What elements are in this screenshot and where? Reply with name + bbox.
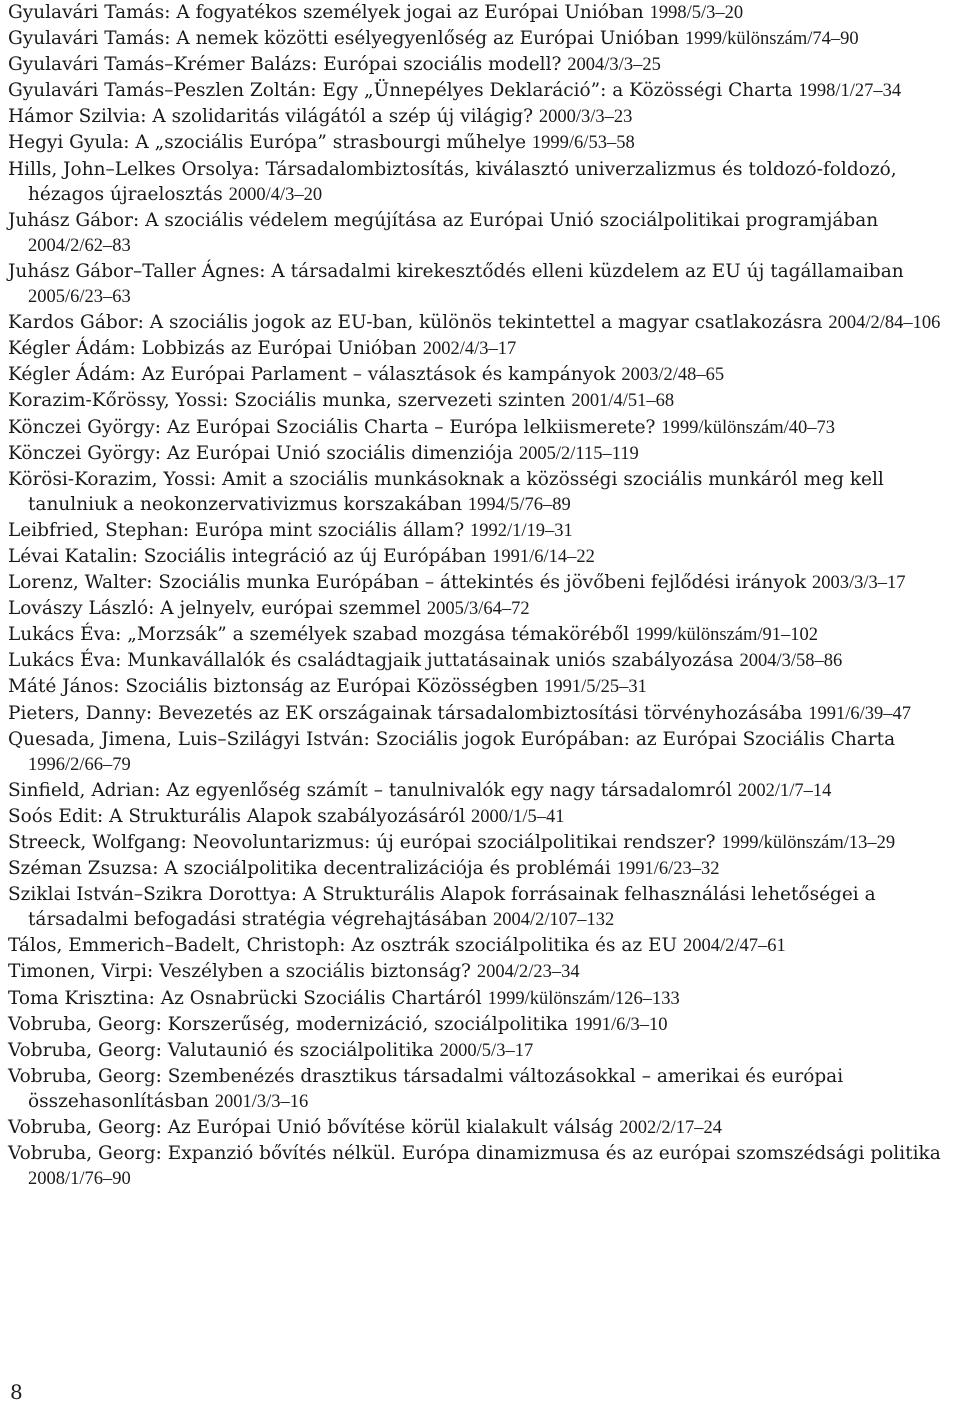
bibliography-entry [8, 674, 956, 700]
entry-reference: 2002/2/17–24 [619, 1118, 723, 1139]
bibliography-entry [8, 104, 956, 130]
entry-reference: 1991/6/39–47 [808, 703, 912, 724]
entry-reference: 2004/2/23–34 [476, 962, 580, 983]
bibliography-entry [8, 130, 956, 156]
entry-text: Lukács Éva: „Morzsák” a személyek szabad mozgása témaköréből [8, 624, 630, 646]
entry-text: Tálos, Emmerich–Badelt, Christoph: Az osztrák szociálpolitika és az EU [8, 935, 678, 957]
bibliography-entry [8, 415, 956, 441]
entry-reference: 2004/2/62–83 [28, 235, 131, 256]
entry-reference: 1991/5/25–31 [544, 677, 647, 698]
bibliography-list [8, 0, 956, 1192]
bibliography-entry [8, 52, 956, 78]
bibliography-entry [8, 830, 956, 856]
entry-reference: 2001/3/3–16 [214, 1091, 309, 1112]
entry-reference: 2003/3/3–17 [811, 573, 906, 594]
entry-text: Vobruba, Georg: Szembenézés drasztikus társadalmi változásokkal – amerikai és európai összehasonlításban [8, 1065, 844, 1112]
entry-reference: 2002/4/3–17 [422, 339, 517, 360]
entry-reference: 2002/1/7–14 [737, 780, 832, 801]
entry-text: Kégler Ádám: Az Európai Parlament – választások és kampányok [8, 364, 616, 386]
entry-reference: 2005/2/115–119 [518, 443, 639, 464]
entry-reference: 2004/2/107–132 [493, 910, 615, 931]
entry-text: Gyulavári Tamás–Krémer Balázs: Európai szociális modell? [8, 54, 562, 76]
entry-reference: 2004/2/84–106 [828, 313, 941, 334]
entry-reference: 1991/6/23–32 [616, 859, 720, 880]
entry-text: Korazim-Kőrössy, Yossi: Szociális munka, szervezeti szinten [8, 390, 566, 412]
bibliography-entry [8, 1038, 956, 1064]
entry-text: Lévai Katalin: Szociális integráció az új Európában [8, 545, 487, 567]
entry-text: Sinfield, Adrian: Az egyenlőség számít – tanulnivalók egy nagy társadalomról [8, 779, 732, 801]
entry-text: Kardos Gábor: A szociális jogok az EU-ban, különös tekintettel a magyar csatlakozásra [8, 312, 823, 334]
page-number: 8 [10, 1380, 23, 1404]
entry-reference: 2000/5/3–17 [439, 1040, 534, 1061]
entry-reference: 1999/különszám/74–90 [684, 29, 859, 50]
entry-text: Gyulavári Tamás: A fogyatékos személyek jogai az Európai Unióban [8, 2, 644, 23]
entry-text: Hills, John–Lelkes Orsolya: Társadalombiztosítás, kiválasztó univerzalizmus és toldozó-foldozó, hézagos újraelosztás [8, 158, 897, 205]
bibliography-entry [8, 570, 956, 596]
entry-text: Leibfried, Stephan: Európa mint szociális állam? [8, 519, 465, 541]
bibliography-entry [8, 622, 956, 648]
entry-reference: 1999/különszám/91–102 [635, 625, 818, 646]
entry-reference: 2005/6/23–63 [28, 287, 131, 308]
entry-reference: 2004/3/3–25 [567, 55, 661, 76]
entry-reference: 1999/különszám/126–133 [487, 988, 680, 1009]
entry-text: Juhász Gábor–Taller Ágnes: A társadalmi kirekesztődés elleni küzdelem az EU új tagállamaiban [8, 260, 904, 282]
entry-text: Pieters, Danny: Bevezetés az EK országainak társadalombiztosítási törvényhozásába [8, 702, 803, 724]
entry-text: Soós Edit: A Strukturális Alapok szabályozásáról [8, 805, 466, 827]
bibliography-entry [8, 778, 956, 804]
bibliography-entry [8, 388, 956, 414]
entry-reference: 2004/2/47–61 [682, 936, 786, 957]
bibliography-entry [8, 362, 956, 388]
entry-text: Vobruba, Georg: Korszerűség, modernizáció, szociálpolitika [8, 1013, 569, 1035]
entry-reference: 1999/különszám/13–29 [721, 833, 896, 853]
entry-text: Streeck, Wolfgang: Neovoluntarizmus: új európai szociálpolitikai rendszer? [8, 832, 716, 853]
entry-reference: 1999/különszám/40–73 [661, 417, 836, 438]
bibliography-entry [8, 157, 956, 208]
entry-text: Körösi-Korazim, Yossi: Amit a szociális munkásoknak a közösségi szociális munkáról meg kell tanulniuk a neokonzervativizmus korszakában [8, 468, 884, 515]
entry-text: Kégler Ádám: Lobbizás az Európai Unióban [8, 338, 417, 360]
entry-reference: 2001/4/51–68 [571, 391, 675, 412]
entry-reference: 1994/5/76–89 [467, 494, 571, 515]
bibliography-entry [8, 882, 956, 933]
bibliography-entry [8, 259, 956, 310]
entry-text: Hegyi Gyula: A „szociális Európa” strasbourgi műhelye [8, 132, 527, 154]
entry-reference: 1991/6/14–22 [492, 546, 595, 567]
bibliography-entry [8, 1141, 956, 1192]
entry-reference: 1996/2/66–79 [28, 754, 131, 775]
entry-text: Quesada, Jimena, Luis–Szilágyi István: Szociális jogok Európában: az Európai Szociális Charta [8, 728, 896, 750]
entry-reference: 2000/4/3–20 [228, 184, 323, 205]
bibliography-entry [8, 1012, 956, 1038]
entry-reference: 2005/3/64–72 [426, 599, 530, 620]
bibliography-entry [8, 959, 956, 985]
entry-text: Máté János: Szociális biztonság az Európai Közösségben [8, 676, 539, 698]
entry-reference: 2004/3/58–86 [739, 651, 843, 672]
entry-text: Gyulavári Tamás: A nemek közötti esélyegyenlőség az Európai Unióban [8, 28, 680, 50]
entry-text: Vobruba, Georg: Expanzió bővítés nélkül. Európa dinamizmusa és az európai szomszédsági politika [8, 1143, 941, 1165]
entry-reference: 2000/1/5–41 [471, 806, 565, 827]
bibliography-entry [8, 336, 956, 362]
bibliography-entry [8, 986, 956, 1012]
bibliography-entry [8, 0, 956, 26]
bibliography-entry [8, 933, 956, 959]
bibliography-entry [8, 467, 956, 518]
bibliography-entry [8, 596, 956, 622]
bibliography-entry [8, 78, 956, 104]
bibliography-entry [8, 701, 956, 727]
entry-text: Könczei György: Az Európai Unió szociális dimenziója [8, 442, 513, 464]
entry-text: Lorenz, Walter: Szociális munka Európában – áttekintés és jövőbeni fejlődési irányok [8, 572, 807, 594]
entry-reference: 2008/1/76–90 [28, 1169, 131, 1190]
entry-text: Gyulavári Tamás–Peszlen Zoltán: Egy „Ünnepélyes Deklaráció”: a Közösségi Charta [8, 80, 793, 102]
bibliography-entry [8, 1115, 956, 1141]
bibliography-entry [8, 804, 956, 830]
entry-text: Lukács Éva: Munkavállalók és családtagjaik juttatásainak uniós szabályozása [8, 650, 734, 672]
entry-text: Vobruba, Georg: Az Európai Unió bővítése körül kialakult válság [8, 1117, 614, 1139]
bibliography-entry [8, 1064, 956, 1115]
entry-reference: 1991/6/3–10 [574, 1014, 668, 1035]
entry-text: Lovászy László: A jelnyelv, európai szemmel [8, 598, 421, 620]
entry-reference: 1992/1/19–31 [470, 520, 573, 541]
entry-text: Toma Krisztina: Az Osnabrücki Szociális Chartáról [8, 987, 482, 1009]
bibliography-entry [8, 648, 956, 674]
bibliography-entry [8, 856, 956, 882]
bibliography-entry [8, 208, 956, 259]
entry-text: Timonen, Virpi: Veszélyben a szociális biztonság? [8, 961, 471, 983]
bibliography-entry [8, 544, 956, 570]
bibliography-entry [8, 310, 956, 336]
bibliography-entry [8, 518, 956, 544]
bibliography-entry [8, 26, 956, 52]
entry-reference: 1999/6/53–58 [531, 133, 635, 154]
entry-reference: 1998/1/27–34 [798, 81, 902, 102]
entry-text: Juhász Gábor: A szociális védelem megújítása az Európai Unió szociálpolitikai programjában [8, 209, 879, 231]
bibliography-entry [8, 441, 956, 467]
entry-text: Könczei György: Az Európai Szociális Charta – Európa lelkiismerete? [8, 416, 656, 438]
entry-text: Sziklai István–Szikra Dorottya: A Strukturális Alapok forrásainak felhasználási lehetőségei a társadalmi befogadási stratégia végrehajtásában [8, 884, 876, 931]
entry-reference: 1998/5/3–20 [649, 3, 744, 23]
entry-reference: 2000/3/3–23 [538, 107, 633, 128]
entry-reference: 2003/2/48–65 [621, 365, 725, 386]
entry-text: Hámor Szilvia: A szolidaritás világától a szép új világig? [8, 106, 534, 128]
entry-text: Széman Zsuzsa: A szociálpolitika decentralizációja és problémái [8, 858, 611, 880]
entry-text: Vobruba, Georg: Valutaunió és szociálpolitika [8, 1039, 434, 1061]
bibliography-entry [8, 727, 956, 778]
